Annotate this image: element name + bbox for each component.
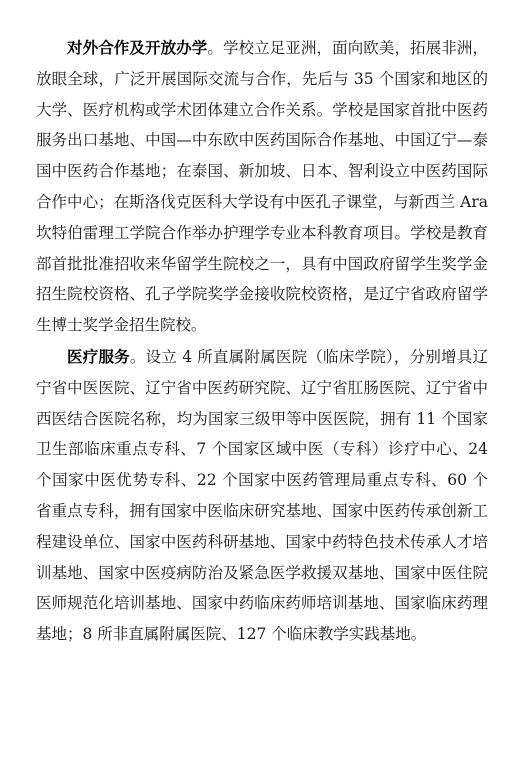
paragraph-heading-medical-services: 医疗服务 xyxy=(67,347,130,366)
paragraph-heading-international-cooperation: 对外合作及开放办学 xyxy=(67,39,208,57)
paragraph-body-medical-services: 。设立 4 所直属附属医院（临床学院），分别增具辽宁省中医医院、辽宁省中医药研究院、辽宁省肛肠医院、辽宁省中西医结合医院名称，均为国家三级甲等中医医院，拥有 11 个国家卫生部临床重点专科、7 个国家区域中医（专科）诊疗中心、24 个国家中医优势专科、22 个国家中医药管理局重点专科、60 个省重点专科，拥有国家中医临床研究基地、国家中医药传承创新工程建设单位、国家中医药科研基地、国家中药特色技术传承人才培训基地、国家中医疫病防治及紧急医学救援双基地、国家中医住院医师规范化培训基地、国家中药临床药师培训基地、国家临床药理基地；8 所非直属附属医院、127 个临床教学实践基地。 xyxy=(36,347,488,644)
document-page xyxy=(36,33,488,650)
paragraph-international-cooperation xyxy=(36,33,488,341)
paragraph-medical-services xyxy=(36,342,488,650)
paragraph-body-international-cooperation: 。学校立足亚洲，面向欧美，拓展非洲，放眼全球，广泛开展国际交流与合作，先后与 35 个国家和地区的大学、医疗机构或学术团体建立合作关系。学校是国家首批中医药服务出口基地、中国—中东欧中医药国际合作基地、中国辽宁—泰国中医药合作基地；在泰国、新加坡、日本、智利设立中医药国际合作中心；在斯洛伐克医科大学设有中医孔子课堂，与新西兰 Ara 坎特伯雷理工学院合作举办护理学专业本科教育项目。学校是教育部首批批准招收来华留学生院校之一，具有中国政府留学生奖学金招生院校资格、孔子学院奖学金接收院校资格，是辽宁省政府留学生博士奖学金招生院校。 xyxy=(36,39,488,335)
